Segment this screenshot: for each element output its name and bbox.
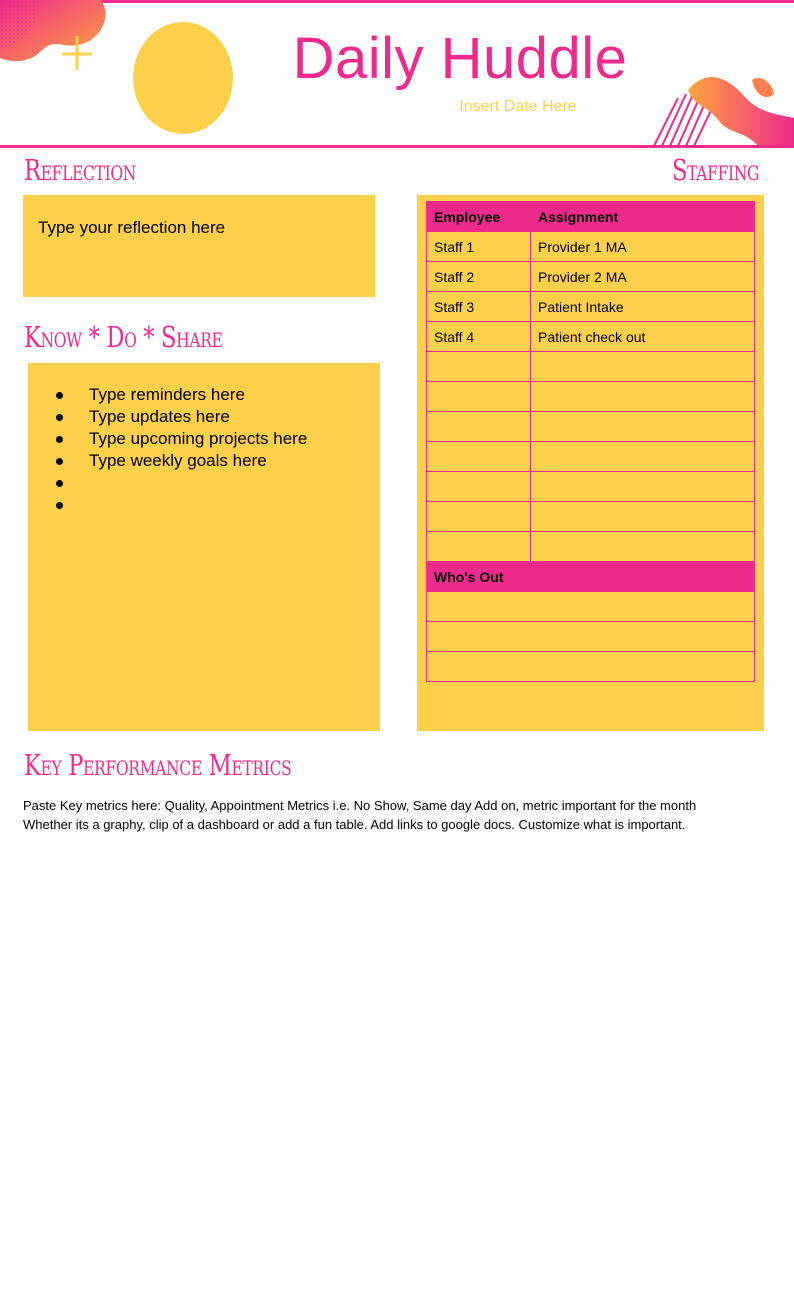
whos-out-row [427, 592, 755, 622]
page-title: Daily Huddle [292, 26, 628, 91]
kpm-heading: Key Performance Metrics [24, 748, 292, 782]
header-bottom-rule [0, 145, 794, 148]
kpm-instructions[interactable] [23, 796, 783, 834]
know-do-share-list [55, 384, 307, 516]
list-item[interactable] [55, 494, 307, 516]
table-row [427, 262, 755, 292]
employee-cell[interactable]: Staff 3 [427, 292, 531, 322]
list-item[interactable]: Type upcoming projects here [55, 428, 307, 450]
table-row [427, 502, 755, 532]
employee-cell[interactable]: Staff 2 [427, 262, 531, 292]
header-top-rule [0, 0, 794, 3]
kpm-line-2: Whether its a graphy, clip of a dashboard or add a fun table. Add links to google docs. Customize what is important. [23, 817, 686, 832]
assignment-cell[interactable] [531, 382, 755, 412]
decorative-blob-top-left [0, 0, 110, 70]
reflection-box[interactable] [23, 195, 375, 297]
assignment-cell[interactable]: Provider 2 MA [531, 262, 755, 292]
assignment-cell[interactable]: Provider 1 MA [531, 232, 755, 262]
whos-out-header-row [427, 562, 755, 592]
employee-cell[interactable] [427, 472, 531, 502]
decorative-circle [133, 22, 233, 134]
employee-cell[interactable]: Staff 1 [427, 232, 531, 262]
table-row [427, 472, 755, 502]
whos-out-cell[interactable] [427, 622, 755, 652]
whos-out-label: Who's Out [427, 562, 755, 592]
staffing-table [426, 201, 755, 682]
list-item[interactable]: Type updates here [55, 406, 307, 428]
whos-out-cell[interactable] [427, 652, 755, 682]
table-row [427, 382, 755, 412]
staffing-header-row [427, 202, 755, 232]
assignment-cell[interactable] [531, 352, 755, 382]
assignment-cell[interactable] [531, 412, 755, 442]
whos-out-row [427, 652, 755, 682]
list-item[interactable]: Type weekly goals here [55, 450, 307, 472]
table-row [427, 412, 755, 442]
employee-cell[interactable] [427, 352, 531, 382]
employee-cell[interactable]: Staff 4 [427, 322, 531, 352]
assignment-cell[interactable] [531, 442, 755, 472]
assignment-cell[interactable]: Patient check out [531, 322, 755, 352]
employee-cell[interactable] [427, 382, 531, 412]
column-header-assignment: Assignment [531, 202, 755, 232]
list-item[interactable]: Type reminders here [55, 384, 307, 406]
employee-cell[interactable] [427, 532, 531, 562]
table-row [427, 292, 755, 322]
reflection-heading: Reflection [24, 153, 137, 187]
table-row [427, 322, 755, 352]
kpm-line-1: Paste Key metrics here: Quality, Appointment Metrics i.e. No Show, Same day Add on, metric important for the month [23, 798, 697, 813]
column-header-employee: Employee [427, 202, 531, 232]
table-row [427, 532, 755, 562]
reflection-text[interactable]: Type your reflection here [38, 218, 226, 237]
table-row [427, 442, 755, 472]
table-row [427, 232, 755, 262]
assignment-cell[interactable]: Patient Intake [531, 292, 755, 322]
list-item[interactable] [55, 472, 307, 494]
assignment-cell[interactable] [531, 502, 755, 532]
table-row [427, 352, 755, 382]
whos-out-row [427, 622, 755, 652]
date-placeholder[interactable]: Insert Date Here [459, 98, 577, 115]
assignment-cell[interactable] [531, 472, 755, 502]
employee-cell[interactable] [427, 442, 531, 472]
know-do-share-heading: Know * Do * Share [24, 320, 223, 354]
decorative-blob-top-right [648, 70, 794, 146]
assignment-cell[interactable] [531, 532, 755, 562]
employee-cell[interactable] [427, 502, 531, 532]
employee-cell[interactable] [427, 412, 531, 442]
whos-out-cell[interactable] [427, 592, 755, 622]
staffing-heading: Staffing [672, 153, 760, 187]
